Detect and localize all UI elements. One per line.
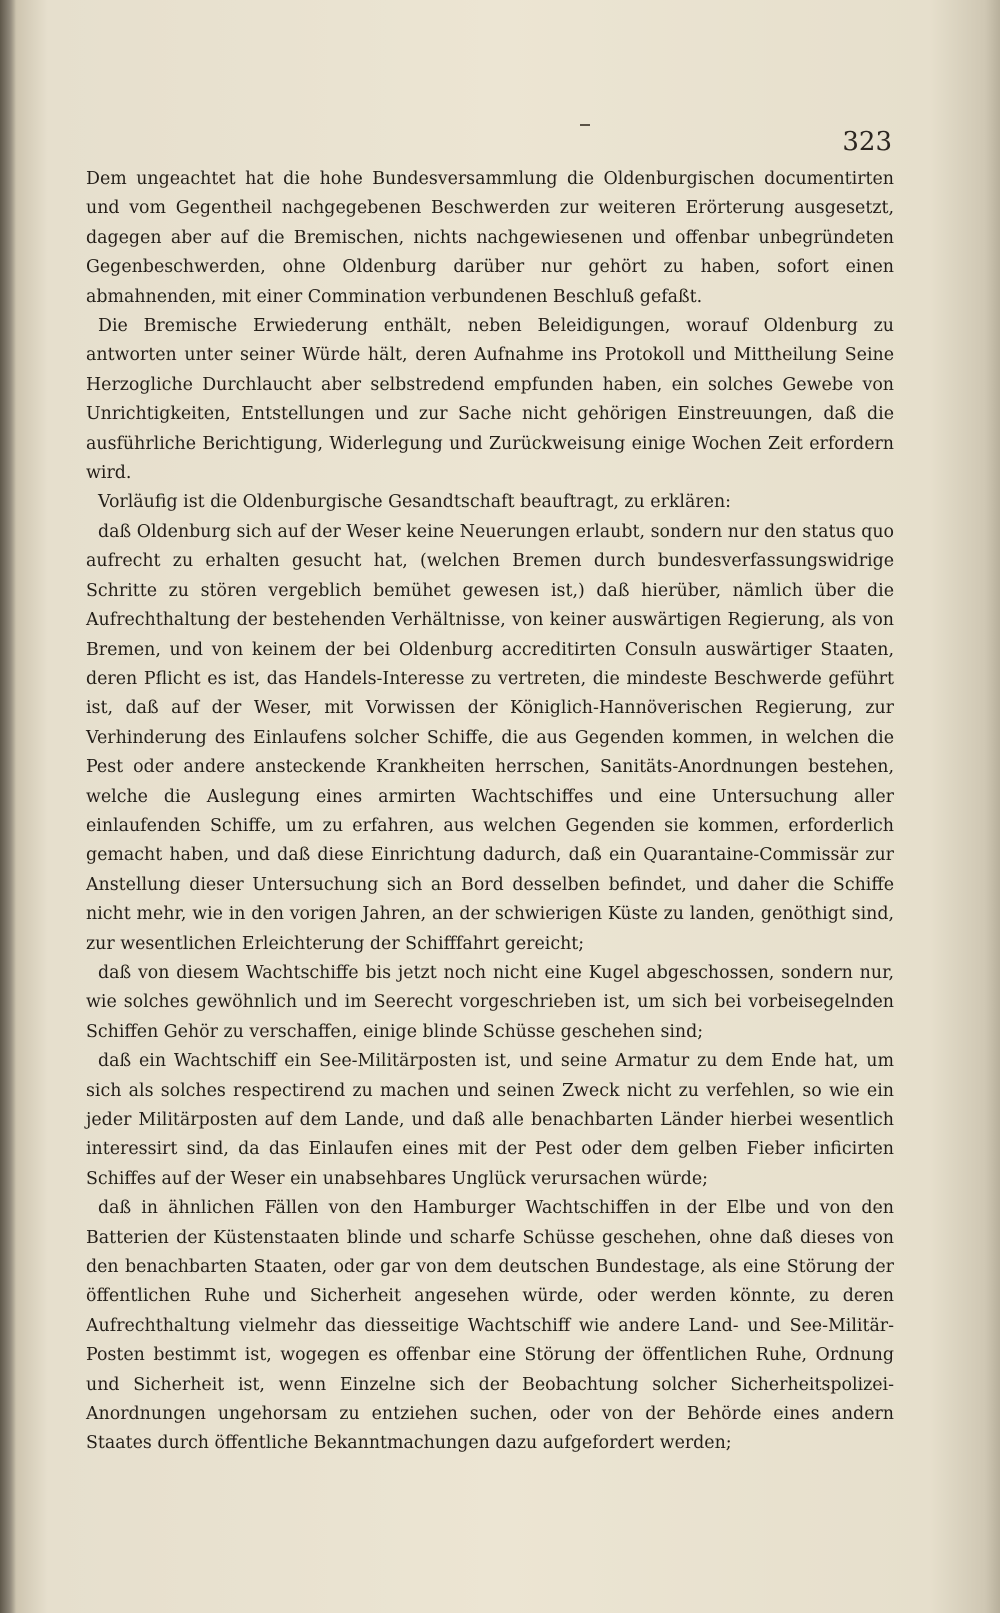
paragraph-2: Die Bremische Erwiederung enthält, neben Beleidigungen, worauf Oldenburg zu antworten unter seiner Würde hält, deren Aufnahme ins Protokoll und Mittheilung Seine Herzogliche Durchlaucht aber selbstredend empfunden haben, ein solches Gewebe von Unrichtigkeiten, Entstellungen und zur Sache nicht gehörigen Einstreuungen, daß die ausführliche Berichtigung, Widerlegung und Zurückweisung einige Wochen Zeit erfordern wird. [86,316,894,484]
paragraph-1: Dem ungeachtet hat die hohe Bundesversammlung die Oldenburgischen documentirten und vom Gegentheil nachgegebenen Beschwerden zur weiteren Erörterung ausgesetzt, dagegen aber auf die Bremischen, nichts nachgewiesenen und offenbar unbegründeten Gegenbeschwerden, ohne Oldenburg darüber nur gehört zu haben, sofort einen abmahnenden, mit einer Commination verbundenen Beschluß gefaßt. [86,169,894,307]
body-text [86,165,894,1459]
book-gutter [0,0,16,1613]
paragraph-3: Vorläufig ist die Oldenburgische Gesandtschaft beauftragt, zu erklären: [98,492,732,513]
paragraph-7: daß in ähnlichen Fällen von den Hamburger Wachtschiffen in der Elbe und von den Batterien der Küstenstaaten blinde und scharfe Schüsse geschehen, ohne daß dieses von den benachbarten Staaten, oder gar von dem deutschen Bundestage, als eine Störung der öffentlichen Ruhe und Sicherheit angesehen würde, oder werden könnte, zu deren Aufrechthaltung vielmehr das diesseitige Wachtschiff wie andere Land- und See-Militär-Posten bestimmt ist, wogegen es offenbar eine Störung der öffentlichen Ruhe, Ordnung und Sicherheit ist, wenn Einzelne sich der Beobachtung solcher Sicherheitspolizei-Anordnungen ungehorsam zu entziehen suchen, oder von der Behörde eines andern Staates durch öffentliche Bekanntmachungen dazu aufgefordert werden; [86,1198,894,1454]
paragraph-4: daß Oldenburg sich auf der Weser keine Neuerungen erlaubt, sondern nur den status quo aufrecht zu erhalten gesucht hat, (welchen Bremen durch bundesverfassungswidrige Schritte zu stören vergeblich bemühet gewesen ist,) daß hierüber, nämlich über die Aufrechthaltung der bestehenden Verhältnisse, von keiner auswärtigen Regierung, als von Bremen, und von keinem der bei Oldenburg accreditirten Consuln auswärtiger Staaten, deren Pflicht es ist, das Handels-Interesse zu vertreten, die mindeste Beschwerde geführt ist, daß auf der Weser, mit Vorwissen der Königlich-Hannöverischen Regierung, zur Verhinderung des Einlaufens solcher Schiffe, die aus Gegenden kommen, in welchen die Pest oder andere ansteckende Krankheiten herrschen, Sanitäts-Anordnungen bestehen, welche die Auslegung eines armirten Wachtschiffes und eine Untersuchung aller einlaufenden Schiffe, um zu erfahren, aus welchen Gegenden sie kommen, erforderlich gemacht haben, und daß diese Einrichtung dadurch, daß ein Quarantaine-Commissär zur Anstellung dieser Untersuchung sich an Bord desselben befindet, und daher die Schiffe nicht mehr, wie in den vorigen Jahren, an der schwierigen Küste zu landen, genöthigt sind, zur wesentlichen Erleichterung der Schifffahrt gereicht; [86,521,894,954]
page-number: 323 [842,127,892,157]
paragraph-5: daß von diesem Wachtschiffe bis jetzt noch nicht eine Kugel abgeschossen, sondern nur, wie solches gewöhnlich und im Seerecht vorgeschrieben ist, um sich bei vorbeisegelnden Schiffen Gehör zu verschaffen, einige blinde Schüsse geschehen sind; [86,962,894,1042]
print-mark [580,124,590,126]
paragraph-6: daß ein Wachtschiff ein See-Militärposten ist, und seine Armatur zu dem Ende hat, um sich als solches respectirend zu machen und seinen Zweck nicht zu verfehlen, so wie ein jeder Militärposten auf dem Lande, und daß alle benachbarten Länder hierbei wesentlich interessirt sind, da das Einlaufen eines mit der Pest oder dem gelben Fieber inficirten Schiffes auf der Weser ein unabsehbares Unglück verursachen würde; [86,1051,894,1189]
